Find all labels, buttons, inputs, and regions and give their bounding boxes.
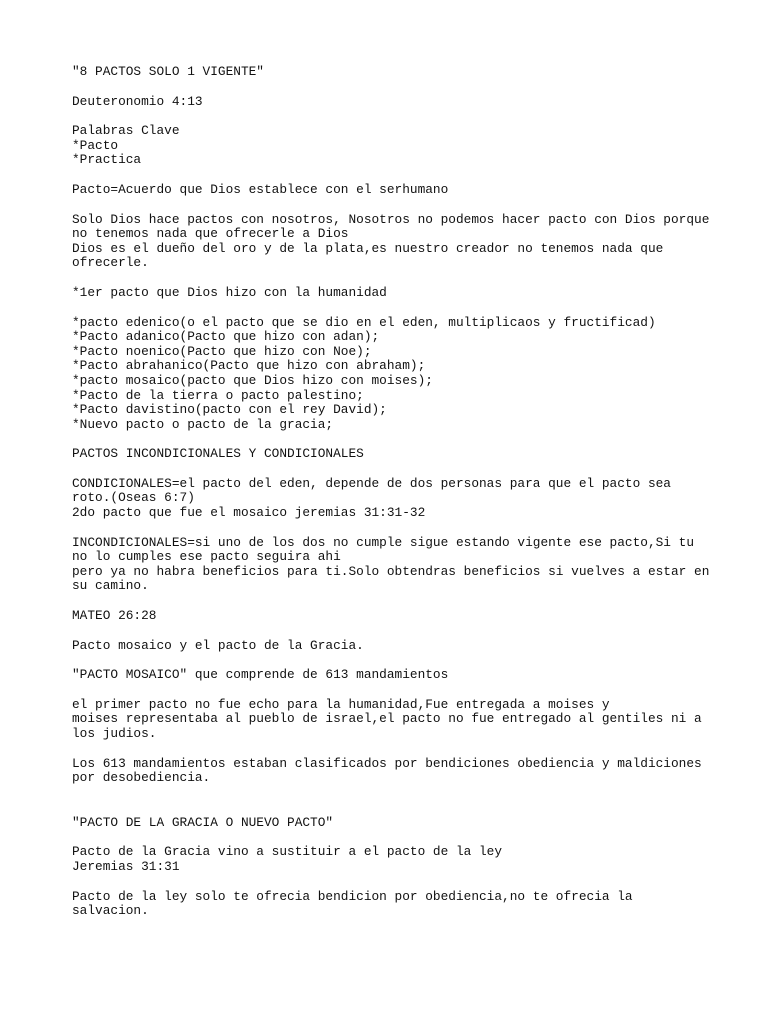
text-line: Pacto de la ley solo te ofrecia bendicion por obediencia,no te ofrecia la: [72, 888, 633, 904]
text-line: los judios.: [72, 726, 157, 741]
text-line: *Pacto noenico(Pacto que hizo con Noe);: [72, 343, 372, 359]
text-line: Los 613 mandamientos estaban clasificados por bendiciones obediencia y maldiciones: [72, 755, 702, 771]
paragraph: [72, 536, 712, 594]
paragraph: [72, 447, 712, 462]
text-line: pero ya no habra beneficios para ti.Solo obtendras beneficios si vuelves a estar en: [72, 563, 710, 579]
paragraph: [72, 845, 712, 874]
text-line: *1er pacto que Dios hizo con la humanidad: [72, 284, 387, 300]
text-line: *pacto mosaico(pacto que Dios hizo con moises);: [72, 372, 433, 388]
text-line: moises representaba al pueblo de israel,el pacto no fue entregado al gentiles ni a: [72, 711, 702, 727]
text-line: Pacto=Acuerdo que Dios establece con el serhumano: [72, 181, 449, 197]
paragraph: [72, 477, 712, 521]
paragraph: [72, 316, 712, 433]
text-line: ofrecerle.: [72, 255, 149, 271]
text-line: su camino.: [72, 578, 149, 594]
text-line: MATEO 26:28: [72, 608, 157, 624]
paragraph: [72, 286, 712, 301]
text-line: *Pacto davistino(pacto con el rey David);: [72, 402, 387, 418]
text-line: Pacto de la Gracia vino a sustituir a el pacto de la ley: [72, 844, 503, 860]
text-line: PACTOS INCONDICIONALES Y CONDICIONALES: [72, 446, 364, 462]
paragraph: [72, 698, 712, 742]
text-line: salvacion.: [72, 903, 149, 919]
text-line: Pacto mosaico y el pacto de la Gracia.: [72, 637, 364, 653]
paragraph: [72, 213, 712, 271]
paragraph: [72, 668, 712, 683]
text-line: CONDICIONALES=el pacto del eden, depende de dos personas para que el pacto sea: [72, 475, 671, 491]
text-line: no tenemos nada que ofrecerle a Dios: [72, 226, 349, 242]
paragraph: [72, 609, 712, 624]
text-line: *pacto edenico(o el pacto que se dio en el eden, multiplicaos y fructificad): [72, 314, 656, 330]
text-line: 2do pacto que fue el mosaico jeremias 31:31-32: [72, 505, 426, 521]
paragraph: [72, 124, 712, 168]
text-line: Deuteronomio 4:13: [72, 93, 203, 109]
text-line: *Practica: [72, 152, 142, 168]
paragraph: [72, 757, 712, 786]
text-line: "8 PACTOS SOLO 1 VIGENTE": [72, 64, 264, 79]
paragraph: [72, 95, 712, 110]
text-line: "PACTO MOSAICO" que comprende de 613 mandamientos: [72, 667, 449, 683]
text-line: Jeremias 31:31: [72, 858, 180, 874]
text-line: *Pacto abrahanico(Pacto que hizo con abraham);: [72, 358, 426, 374]
text-line: roto.(Oseas 6:7): [72, 490, 195, 506]
text-line: no lo cumples ese pacto seguira ahi: [72, 549, 341, 565]
paragraph: [72, 816, 712, 831]
paragraph: [72, 183, 712, 198]
text-line: INCONDICIONALES=si uno de los dos no cumple sigue estando vigente ese pacto,Si tu: [72, 534, 695, 550]
text-line: Solo Dios hace pactos con nosotros, Nosotros no podemos hacer pacto con Dios porque: [72, 211, 710, 227]
document-body: [72, 65, 712, 934]
text-line: *Pacto de la tierra o pacto palestino;: [72, 387, 364, 403]
paragraph: [72, 639, 712, 654]
text-line: *Pacto adanico(Pacto que hizo con adan);: [72, 329, 380, 345]
paragraph: [72, 65, 712, 80]
text-line: *Nuevo pacto o pacto de la gracia;: [72, 416, 334, 432]
paragraph: [72, 890, 712, 919]
text-line: "PACTO DE LA GRACIA O NUEVO PACTO": [72, 814, 334, 830]
text-line: Dios es el dueño del oro y de la plata,es nuestro creador no tenemos nada que: [72, 240, 664, 256]
text-line: Palabras Clave: [72, 123, 180, 139]
text-line: por desobediencia.: [72, 770, 211, 786]
text-line: *Pacto: [72, 137, 119, 153]
text-line: el primer pacto no fue echo para la humanidad,Fue entregada a moises y: [72, 696, 610, 712]
